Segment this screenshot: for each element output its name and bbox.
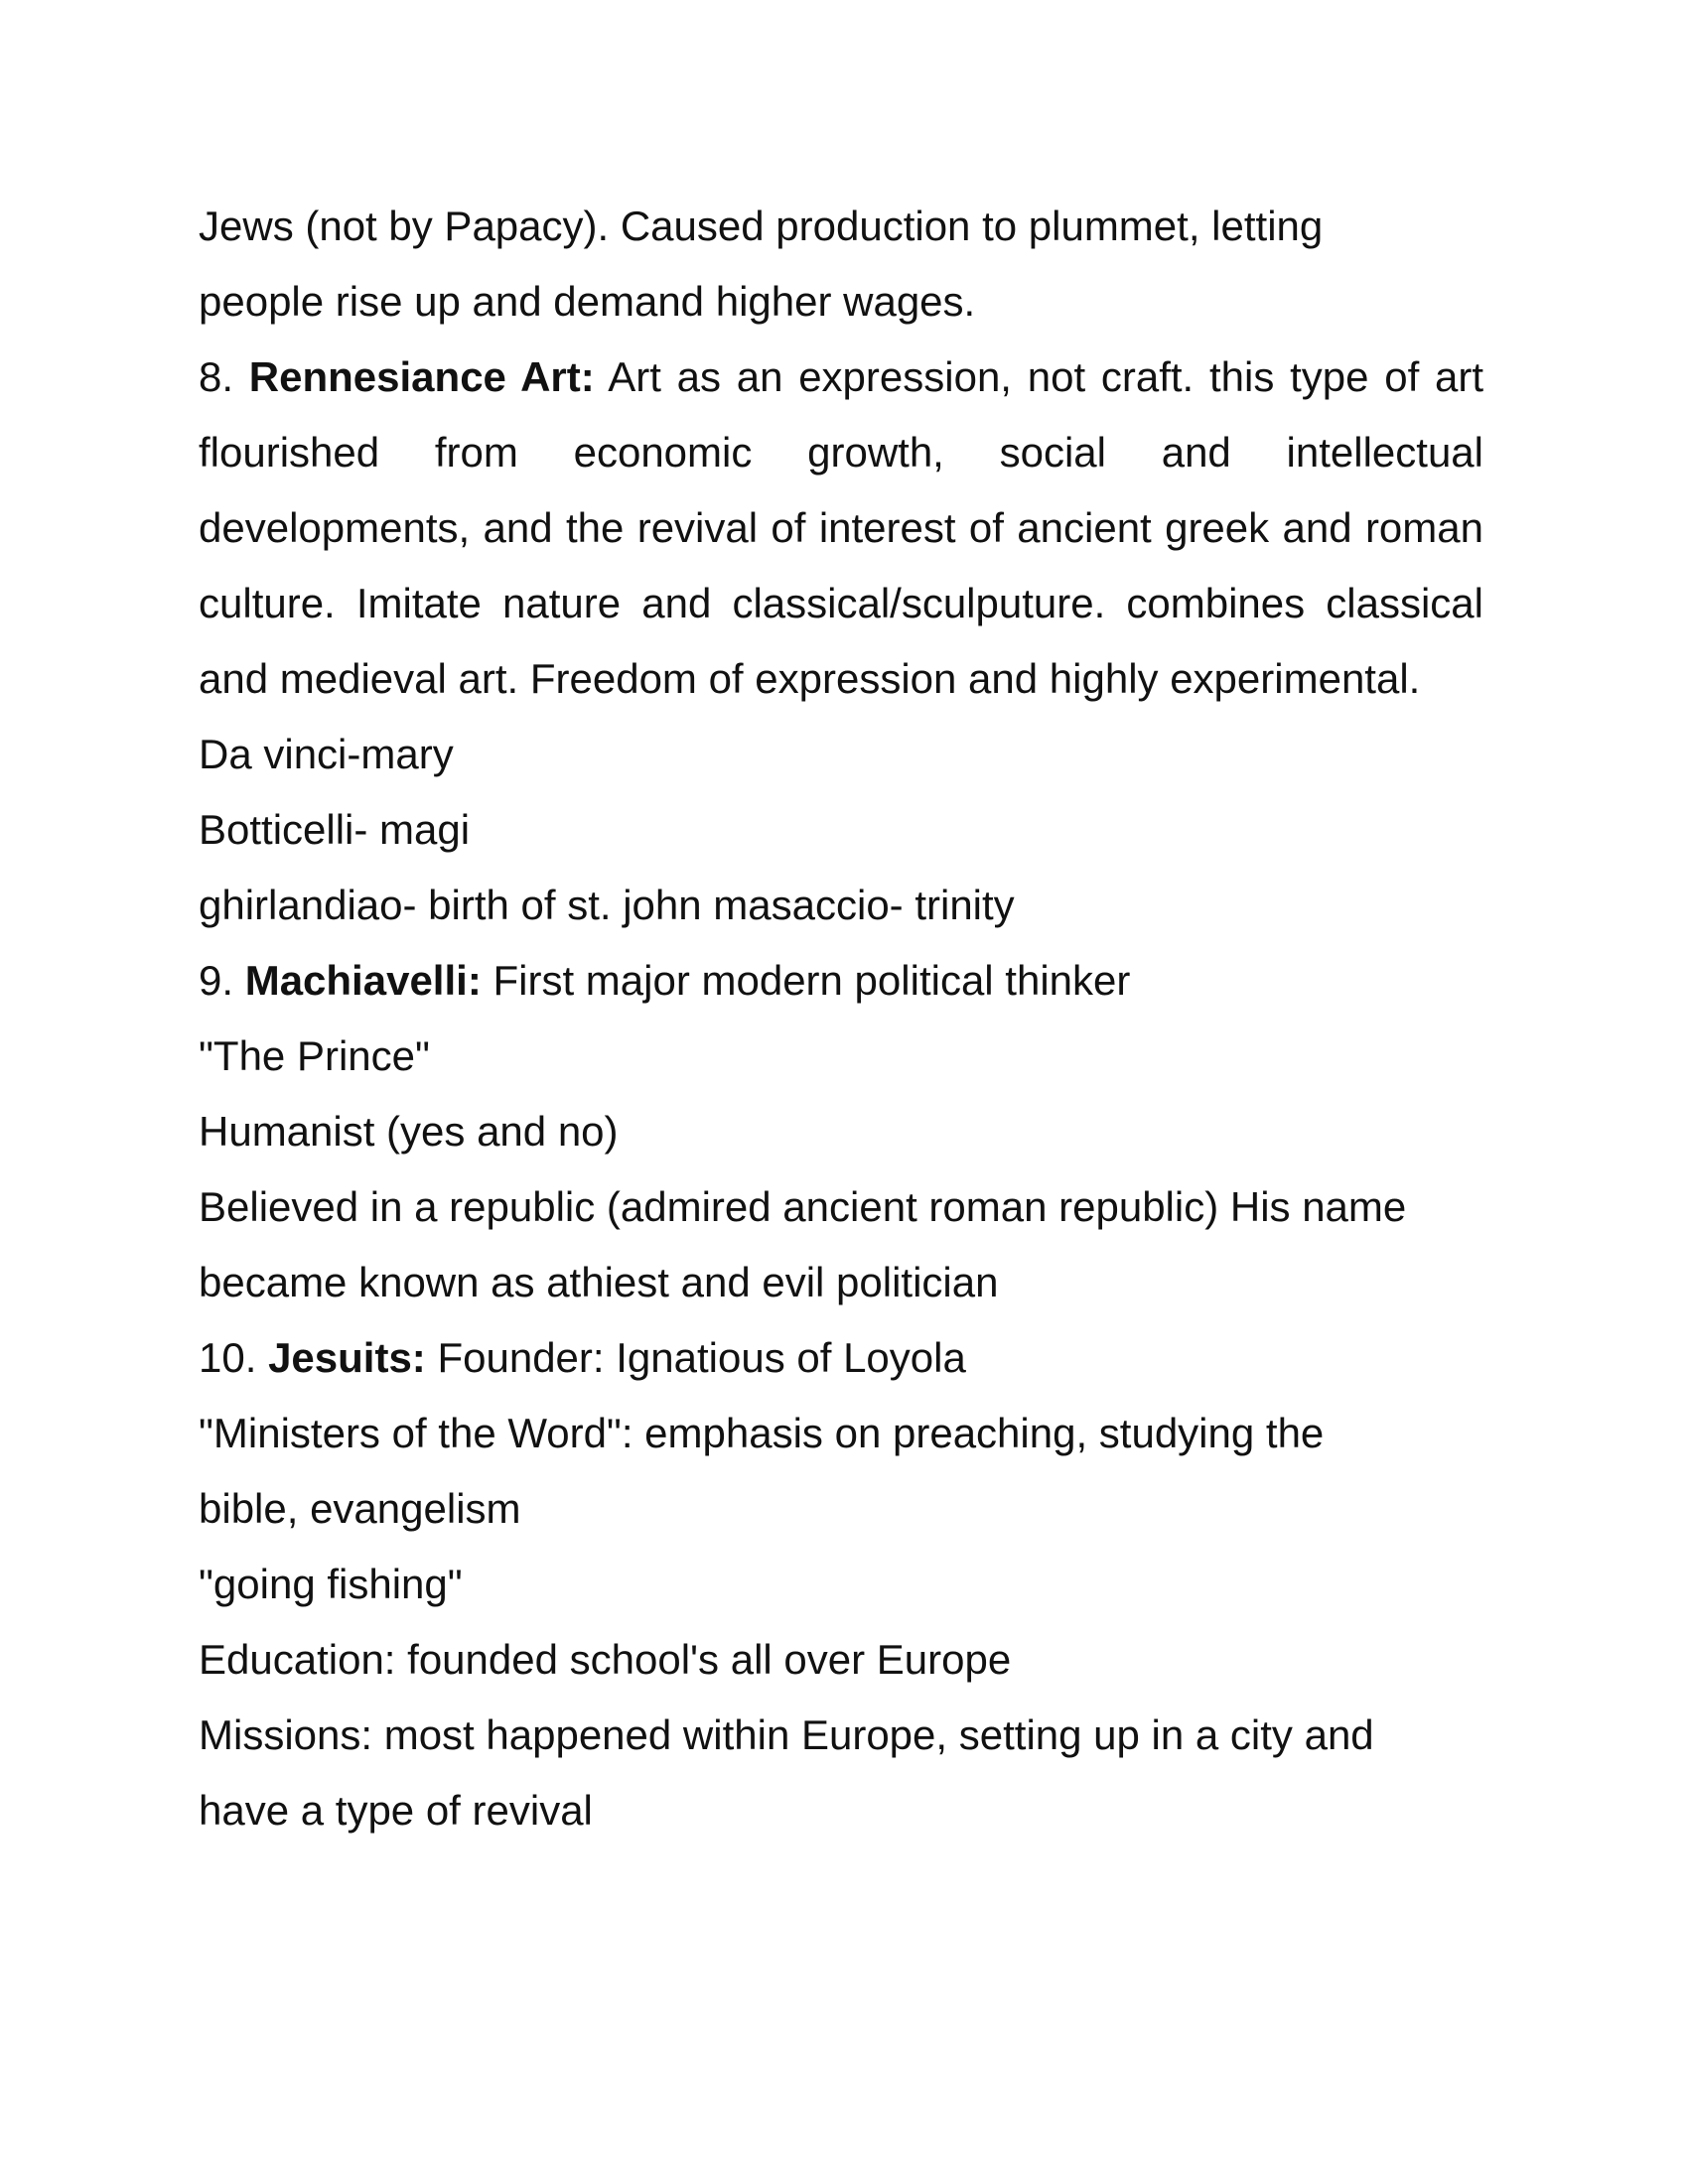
note-line: "The Prince"	[199, 1032, 430, 1079]
note-line: bible, evangelism	[199, 1485, 521, 1532]
note-line: Missions: most happened within Europe, setting up in a city and	[199, 1711, 1374, 1758]
document-content	[199, 189, 1483, 1848]
item-description: Art as an expression, not craft. this type of art flourished from economic growth, social and intellectual developments, and the revival of interest of ancient greek and roman culture. Imitate nature and classical/sculputure. combines classical and medieval art. Freedom of expression and highly experimental.	[199, 353, 1484, 702]
item-term: Machiavelli:	[244, 957, 482, 1004]
item-description: Founder: Ignatious of Loyola	[437, 1334, 966, 1381]
note-line: Education: founded school's all over Europe	[199, 1636, 1012, 1683]
note-line: Humanist (yes and no)	[199, 1108, 619, 1155]
item-8-rennesiance-art	[199, 340, 1483, 717]
text-line: Jews (not by Papacy). Caused production to plummet, letting	[199, 203, 1324, 249]
note-line: Believed in a republic (admired ancient roman republic) His name	[199, 1183, 1407, 1230]
item-number: 9.	[199, 957, 234, 1004]
note-line: "going fishing"	[199, 1561, 463, 1607]
note-line: became known as athiest and evil politician	[199, 1259, 999, 1305]
item-number: 10.	[199, 1334, 257, 1381]
item-10-jesuits	[199, 1320, 1483, 1396]
item-description: First major modern political thinker	[492, 957, 1131, 1004]
art-work-line: Da vinci-mary	[199, 731, 454, 777]
item-9-machiavelli	[199, 943, 1483, 1019]
item-term: Rennesiance Art:	[248, 353, 595, 400]
text-line: people rise up and demand higher wages.	[199, 278, 976, 325]
note-line: "Ministers of the Word": emphasis on preaching, studying the	[199, 1410, 1325, 1456]
note-line: have a type of revival	[199, 1787, 593, 1834]
item-number: 8.	[199, 353, 234, 400]
art-work-line: Botticelli- magi	[199, 806, 471, 853]
art-work-line: ghirlandiao- birth of st. john masaccio- trinity	[199, 882, 1015, 928]
item-term: Jesuits:	[268, 1334, 426, 1381]
